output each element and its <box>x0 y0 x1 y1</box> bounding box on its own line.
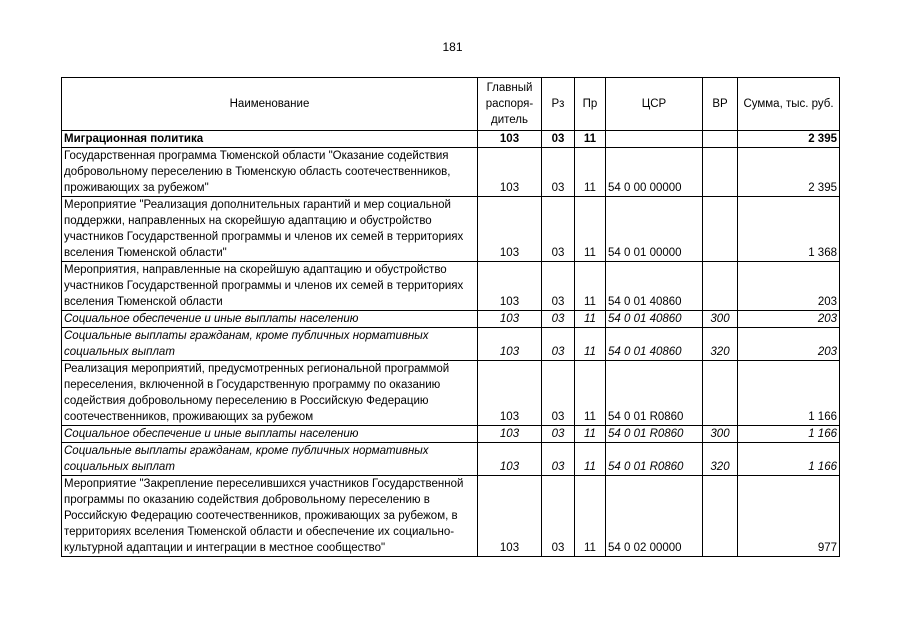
table-row <box>62 328 840 361</box>
cell-name: Социальные выплаты гражданам, кроме публичных нормативных социальных выплат <box>62 443 478 476</box>
cell-sum: 203 <box>738 328 840 361</box>
table-header-row <box>62 78 840 131</box>
cell-grbs: 103 <box>478 443 542 476</box>
cell-grbs: 103 <box>478 311 542 328</box>
cell-csr: 54 0 01 R0860 <box>606 426 703 443</box>
cell-rz: 03 <box>542 311 575 328</box>
cell-name: Мероприятие "Закрепление переселившихся участников Государственной программы по оказанию содействия добровольному переселению в Российскую Федерацию соотечественников, проживающих за рубежом, в территориях вселения Тюменской области и обеспечение их социально-культурной адаптации и интеграции в местное сообщество" <box>62 476 478 557</box>
cell-grbs: 103 <box>478 328 542 361</box>
table-row <box>62 148 840 197</box>
table-row <box>62 131 840 148</box>
cell-vr: 300 <box>703 426 738 443</box>
cell-rz: 03 <box>542 197 575 262</box>
cell-sum: 977 <box>738 476 840 557</box>
cell-vr <box>703 476 738 557</box>
header-grbs: Главный распоря-дитель <box>478 78 542 131</box>
cell-rz: 03 <box>542 131 575 148</box>
cell-name: Государственная программа Тюменской области "Оказание содействия добровольному переселению в Тюменскую область соотечественников, проживающих за рубежом" <box>62 148 478 197</box>
header-csr: ЦСР <box>606 78 703 131</box>
cell-grbs: 103 <box>478 131 542 148</box>
cell-pr: 11 <box>575 262 606 311</box>
table-row <box>62 361 840 426</box>
cell-rz: 03 <box>542 148 575 197</box>
cell-vr <box>703 361 738 426</box>
cell-sum: 1 166 <box>738 361 840 426</box>
budget-table <box>61 77 840 557</box>
table-row <box>62 311 840 328</box>
cell-pr: 11 <box>575 361 606 426</box>
cell-pr: 11 <box>575 426 606 443</box>
cell-vr: 320 <box>703 443 738 476</box>
cell-rz: 03 <box>542 328 575 361</box>
cell-csr: 54 0 01 40860 <box>606 262 703 311</box>
cell-grbs: 103 <box>478 476 542 557</box>
cell-pr: 11 <box>575 328 606 361</box>
cell-name: Социальное обеспечение и иные выплаты населению <box>62 426 478 443</box>
table-row <box>62 443 840 476</box>
cell-vr: 320 <box>703 328 738 361</box>
cell-name: Социальные выплаты гражданам, кроме публичных нормативных социальных выплат <box>62 328 478 361</box>
cell-pr: 11 <box>575 197 606 262</box>
cell-name: Социальное обеспечение и иные выплаты населению <box>62 311 478 328</box>
cell-rz: 03 <box>542 476 575 557</box>
page-number: 181 <box>442 40 463 54</box>
cell-sum: 203 <box>738 311 840 328</box>
cell-rz: 03 <box>542 443 575 476</box>
cell-vr: 300 <box>703 311 738 328</box>
cell-csr: 54 0 01 R0860 <box>606 361 703 426</box>
cell-name: Мероприятия, направленные на скорейшую адаптацию и обустройство участников Государственной программы и членов их семей в территориях вселения Тюменской области <box>62 262 478 311</box>
cell-pr: 11 <box>575 443 606 476</box>
cell-sum: 1 166 <box>738 426 840 443</box>
cell-name: Мероприятие "Реализация дополнительных гарантий и мер социальной поддержки, направленных на скорейшую адаптацию и обустройство участников Государственной программы и членов их семей в территориях вселения Тюменской области" <box>62 197 478 262</box>
cell-rz: 03 <box>542 262 575 311</box>
cell-pr: 11 <box>575 311 606 328</box>
cell-grbs: 103 <box>478 361 542 426</box>
cell-pr: 11 <box>575 476 606 557</box>
cell-csr: 54 0 01 00000 <box>606 197 703 262</box>
cell-pr: 11 <box>575 131 606 148</box>
cell-grbs: 103 <box>478 426 542 443</box>
cell-name: Реализация мероприятий, предусмотренных региональной программой переселения, включенной в Государственную программу по оказанию содействия добровольному переселению в Российскую Федерацию соотечественников, проживающих за рубежом <box>62 361 478 426</box>
cell-rz: 03 <box>542 426 575 443</box>
table-row <box>62 197 840 262</box>
cell-vr <box>703 262 738 311</box>
cell-sum: 2 395 <box>738 131 840 148</box>
cell-pr: 11 <box>575 148 606 197</box>
cell-rz: 03 <box>542 361 575 426</box>
cell-csr: 54 0 01 40860 <box>606 328 703 361</box>
header-vr: ВР <box>703 78 738 131</box>
cell-vr <box>703 197 738 262</box>
cell-sum: 1 368 <box>738 197 840 262</box>
cell-grbs: 103 <box>478 262 542 311</box>
cell-csr: 54 0 02 00000 <box>606 476 703 557</box>
cell-grbs: 103 <box>478 148 542 197</box>
header-sum: Сумма, тыс. руб. <box>738 78 840 131</box>
cell-vr <box>703 148 738 197</box>
cell-csr: 54 0 01 R0860 <box>606 443 703 476</box>
table-row <box>62 476 840 557</box>
header-rz: Рз <box>542 78 575 131</box>
cell-vr <box>703 131 738 148</box>
cell-csr <box>606 131 703 148</box>
table-row <box>62 262 840 311</box>
cell-sum: 2 395 <box>738 148 840 197</box>
cell-csr: 54 0 01 40860 <box>606 311 703 328</box>
cell-sum: 203 <box>738 262 840 311</box>
header-pr: Пр <box>575 78 606 131</box>
table-row <box>62 426 840 443</box>
cell-grbs: 103 <box>478 197 542 262</box>
cell-sum: 1 166 <box>738 443 840 476</box>
cell-csr: 54 0 00 00000 <box>606 148 703 197</box>
cell-name: Миграционная политика <box>62 131 478 148</box>
header-name: Наименование <box>62 78 478 131</box>
